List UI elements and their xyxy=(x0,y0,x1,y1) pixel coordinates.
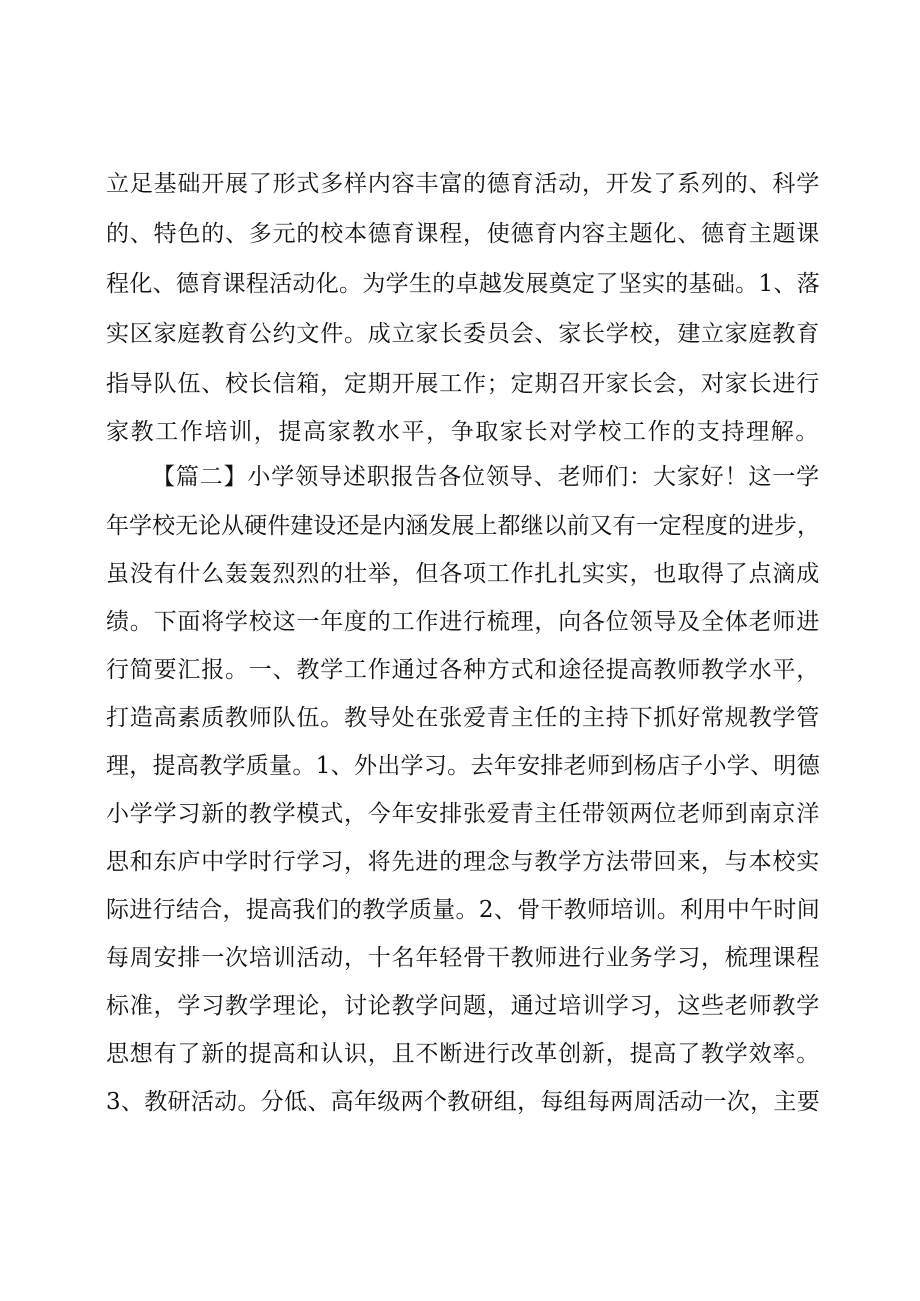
line-text: 的、特色的、多元的校本德育课程，使德育内容主题化、德育主题课 xyxy=(106,221,820,247)
line-text: 指导队伍、校长信箱，定期开展工作；定期召开家长会，对家长进行 xyxy=(106,371,820,397)
line-text: 虽没有什么轰轰烈烈的壮举，但各项工作扎扎实实，也取得了点滴成 xyxy=(106,561,820,587)
paragraph-2-line-2 xyxy=(0,506,920,546)
line-text: 绩。下面将学校这一年度的工作进行梳理，向各位领导及全体老师进 xyxy=(106,609,820,635)
paragraph-1-line-5 xyxy=(0,364,920,404)
paragraph-2-line-3 xyxy=(0,554,920,594)
line-text: 家教工作培训，提高家教水平，争取家长对学校工作的支持理解。 xyxy=(106,419,820,445)
paragraph-2-line-10 xyxy=(0,890,920,930)
paragraph-2-line-11 xyxy=(0,938,920,978)
line-text: 实区家庭教育公约文件。成立家长委员会、家长学校，建立家庭教育 xyxy=(106,321,820,347)
paragraph-2-line-14 xyxy=(0,1082,920,1122)
paragraph-1-line-6 xyxy=(0,412,920,452)
line-text: 思和东庐中学时行学习，将先进的理念与教学方法带回来，与本校实 xyxy=(106,849,820,875)
line-text: 理，提高教学质量。1、外出学习。去年安排老师到杨店子小学、明德 xyxy=(106,753,820,779)
paragraph-1-line-1 xyxy=(0,164,920,204)
paragraph-1-line-2 xyxy=(0,214,920,254)
paragraph-1-line-4 xyxy=(0,314,920,354)
paragraph-2-line-12 xyxy=(0,986,920,1026)
paragraph-2-line-6 xyxy=(0,698,920,738)
line-text: 思想有了新的提高和认识，且不断进行改革创新，提高了教学效率。 xyxy=(106,1041,820,1067)
line-text: 小学学习新的教学模式，今年安排张爱青主任带领两位老师到南京洋 xyxy=(106,801,820,827)
line-text: 打造高素质教师队伍。教导处在张爱青主任的主持下抓好常规教学管 xyxy=(106,705,820,731)
line-text: 每周安排一次培训活动，十名年轻骨干教师进行业务学习，梳理课程 xyxy=(106,945,820,971)
line-text: 年学校无论从硬件建设还是内涵发展上都继以前又有一定程度的进步， xyxy=(106,513,820,539)
paragraph-2-line-4 xyxy=(0,602,920,642)
line-text: 程化、德育课程活动化。为学生的卓越发展奠定了坚实的基础。1、落 xyxy=(106,271,820,297)
line-text: 3、教研活动。分低、高年级两个教研组，每组每两周活动一次，主要 xyxy=(106,1089,820,1115)
line-text: 标准，学习教学理论，讨论教学问题，通过培训学习，这些老师教学 xyxy=(106,993,820,1019)
line-text: 立足基础开展了形式多样内容丰富的德育活动，开发了系列的、科学 xyxy=(106,171,820,197)
line-text: 际进行结合，提高我们的教学质量。2、骨干教师培训。利用中午时间 xyxy=(106,897,820,923)
paragraph-2-line-13 xyxy=(0,1034,920,1074)
paragraph-1-line-3 xyxy=(0,264,920,304)
paragraph-2-line-5 xyxy=(0,650,920,690)
paragraph-2-line-1 xyxy=(0,457,920,497)
paragraph-2-line-9 xyxy=(0,842,920,882)
line-text: 【篇二】小学领导述职报告各位领导、老师们：大家好！这一学 xyxy=(152,464,820,490)
paragraph-2-line-7 xyxy=(0,746,920,786)
paragraph-2-line-8 xyxy=(0,794,920,834)
line-text: 行简要汇报。一、教学工作通过各种方式和途径提高教师教学水平， xyxy=(106,657,820,683)
